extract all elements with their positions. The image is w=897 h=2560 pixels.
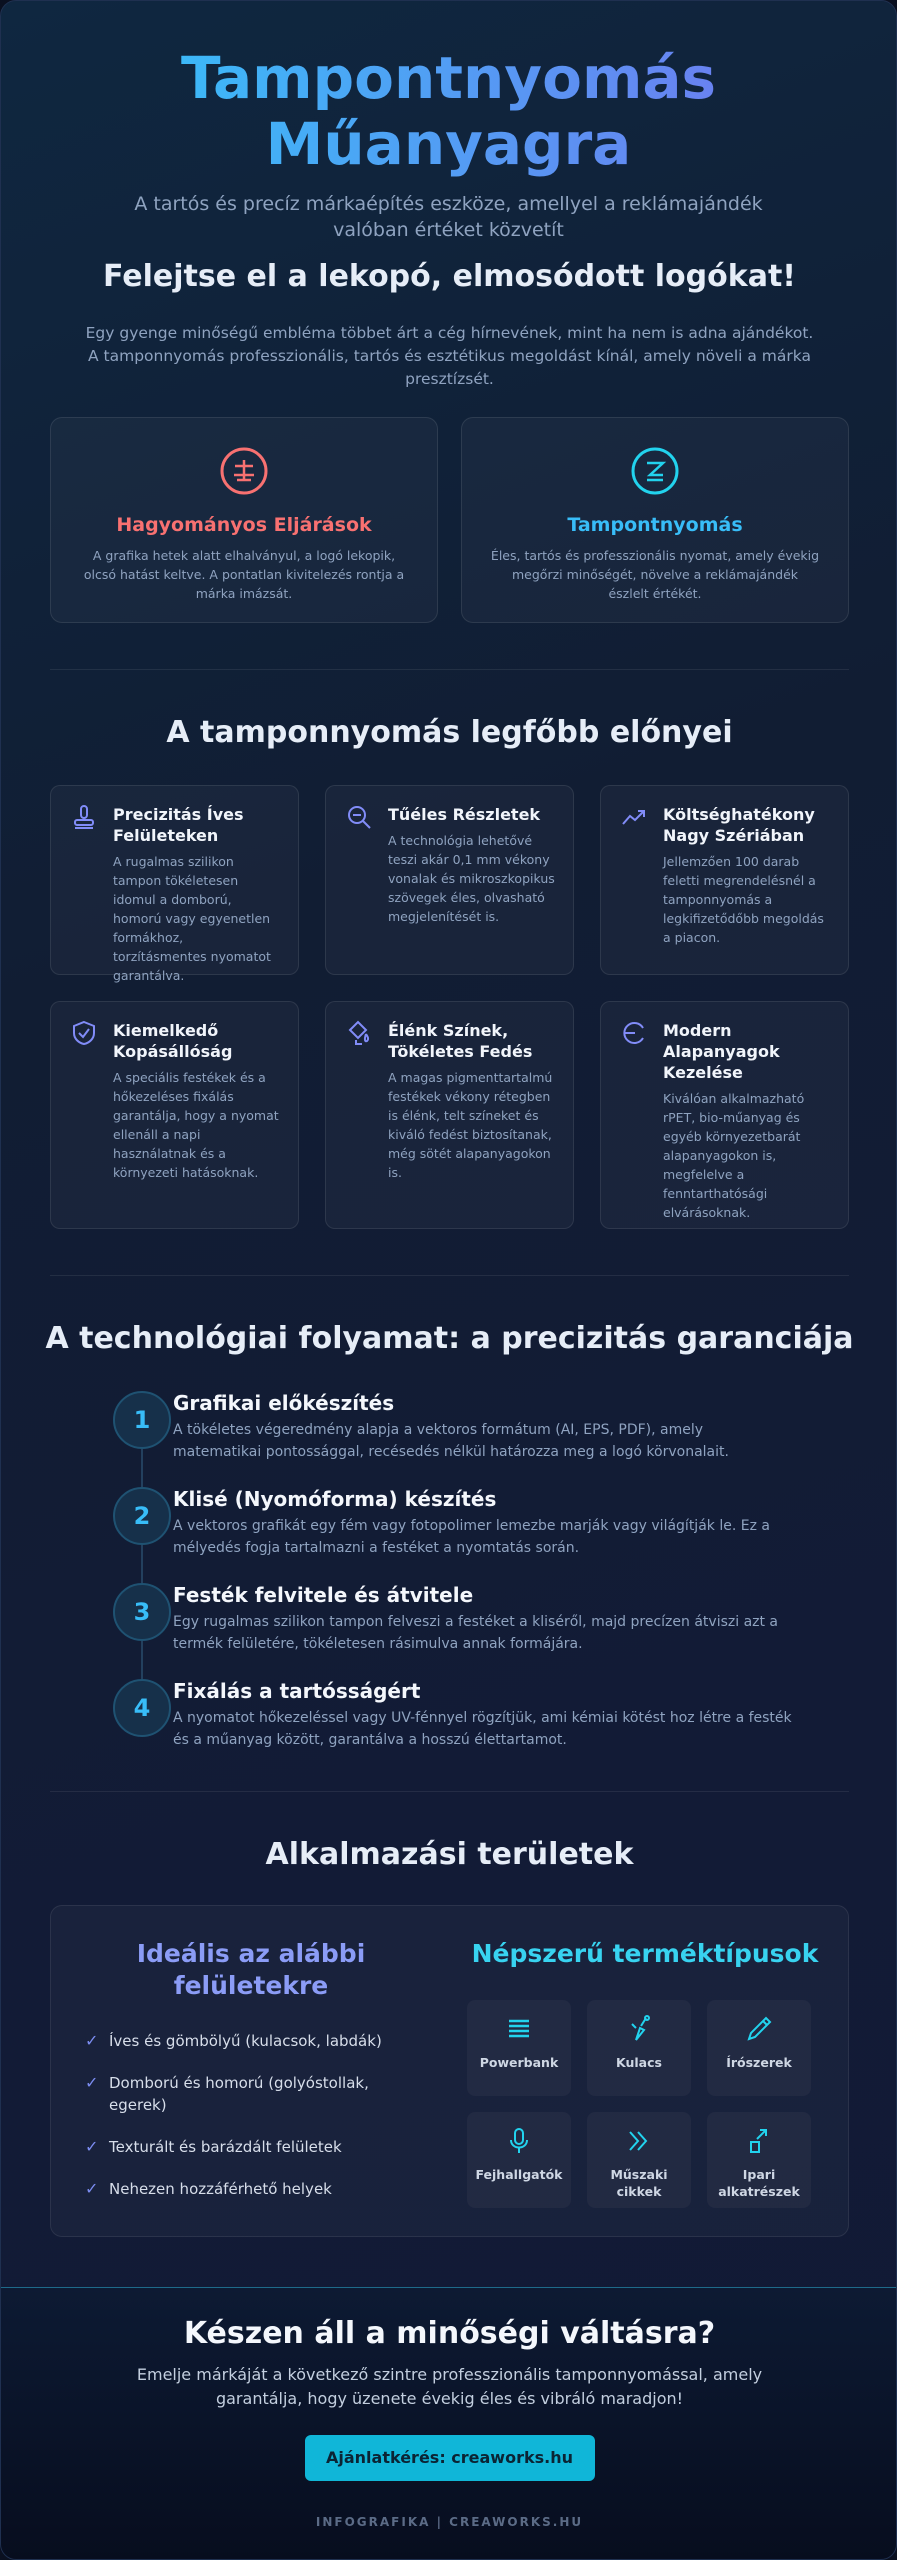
recycle-icon xyxy=(621,1020,647,1046)
product-label: Powerbank xyxy=(479,2055,559,2070)
comparison-cards xyxy=(50,417,849,623)
benefit-title: Precizitás Íves Felületeken xyxy=(113,805,244,845)
benefit-title: Modern Alapanyagok Kezelése xyxy=(663,1021,780,1082)
comparison-card-traditional xyxy=(50,417,438,623)
surface-list xyxy=(81,2030,421,2200)
hero-title: Tampontnyomás Műanyagra xyxy=(129,45,769,177)
benefit-card xyxy=(325,785,574,975)
surfaces-title: Ideális az alábbi felületekre xyxy=(136,1939,366,2000)
process-step xyxy=(113,1583,793,1679)
hero-subtitle: A tartós és precíz márkaépítés eszköze, amellyel a reklámajándék valóban értéket közvetít xyxy=(134,193,763,241)
hero xyxy=(1,1,896,243)
comparison-text-pad-printing: Éles, tartós és professzionális nyomat, amely évekig megőrzi minőségét, növelve a reklámajándék észlelt értékét. xyxy=(490,548,820,601)
comparison-card-pad-printing xyxy=(461,417,849,623)
list-item xyxy=(81,2178,421,2200)
product-tile xyxy=(587,2000,691,2096)
check-icon: ✓ xyxy=(85,2073,99,2092)
stamp-icon xyxy=(71,804,97,830)
product-label: Írószerek xyxy=(726,2055,792,2070)
step-number: 2 xyxy=(113,1487,171,1545)
chevrons-icon xyxy=(624,2126,654,2156)
benefit-text: Kiválóan alkalmazható rPET, bio-műanyag és egyéb környezetbarát alapanyagokon is, megfelelve a fenntarthatósági elvárásoknak. xyxy=(663,1091,805,1220)
intro-section xyxy=(1,259,897,391)
divider xyxy=(50,1275,849,1276)
step-connector xyxy=(141,1449,143,1487)
product-label: Fejhallgatók xyxy=(475,2167,563,2182)
benefits-heading: A tamponnyomás legfőbb előnyei xyxy=(166,715,733,750)
comparison-title-traditional: Hagyományos Eljárások xyxy=(116,514,372,536)
benefit-text: A rugalmas szilikon tampon tökéletesen idomul a domború, homorú vagy egyenetlen formákhoz, torzításmentes nyomatot garantálva. xyxy=(113,854,271,983)
product-tile xyxy=(707,2000,811,2096)
check-icon: ✓ xyxy=(85,2031,99,2050)
benefit-title: Élénk Színek, Tökéletes Fedés xyxy=(388,1021,533,1061)
step-text: A nyomatot hőkezeléssel vagy UV-fénnyel rögzítjük, ami kémiai kötést hoz létre a festék és a műanyag között, garantálva a hosszú élettartamot. xyxy=(173,1710,792,1748)
trend-up-icon xyxy=(621,804,647,830)
product-grid xyxy=(467,2000,825,2208)
benefit-card xyxy=(600,785,849,975)
expand-arrow-icon xyxy=(744,2126,774,2156)
process-steps xyxy=(113,1391,793,1775)
scale-icon xyxy=(219,446,269,496)
battery-lines-icon xyxy=(504,2014,534,2044)
step-number: 4 xyxy=(113,1679,171,1737)
benefit-title: Költséghatékony Nagy Szériában xyxy=(663,805,815,845)
benefit-text: A magas pigmenttartalmú festékek vékony rétegben is élénk, telt színeket és kiváló fedést biztosítanak, még sötét alapanyagokon is. xyxy=(388,1070,553,1180)
bottle-icon xyxy=(624,2014,654,2044)
microphone-icon xyxy=(504,2126,534,2156)
paint-bucket-icon xyxy=(346,1020,372,1046)
product-label: Ipari alkatrészek xyxy=(718,2167,800,2199)
comparison-title-pad-printing: Tampontnyomás xyxy=(567,514,743,536)
cta-text: Emelje márkáját a következő szintre professzionális tamponnyomással, amely garantálja, hogy üzenete évekig éles és vibráló maradjon! xyxy=(136,2365,763,2408)
surfaces-column xyxy=(81,1938,421,2220)
benefit-title: Kiemelkedő Kopásállóság xyxy=(113,1021,233,1061)
benefit-card xyxy=(325,1001,574,1229)
product-tile xyxy=(467,2112,571,2208)
product-tile xyxy=(467,2000,571,2096)
benefit-text: A speciális festékek és a hőkezeléses fixálás garantálja, hogy a nyomat ellenáll a napi használatnak és a környezeti hatásoknak. xyxy=(113,1070,279,1180)
check-icon: ✓ xyxy=(85,2137,99,2156)
surface-label: Domború és homorú (golyóstollak, egerek) xyxy=(109,2074,369,2114)
process-step xyxy=(113,1391,793,1487)
divider xyxy=(50,1791,849,1792)
benefit-text: A technológia lehetővé teszi akár 0,1 mm vékony vonalak és mikroszkopikus szövegek éles, olvasható megjelenítését is. xyxy=(388,833,555,924)
shield-check-icon xyxy=(71,1020,97,1046)
benefit-card xyxy=(600,1001,849,1229)
benefits-grid xyxy=(50,785,849,1229)
product-label: Műszaki cikkek xyxy=(610,2167,668,2199)
pen-icon xyxy=(744,2014,774,2044)
step-connector xyxy=(141,1641,143,1679)
step-title: Klisé (Nyomóforma) készítés xyxy=(173,1487,497,1511)
check-icon: ✓ xyxy=(85,2179,99,2198)
process-step xyxy=(113,1679,793,1775)
list-item xyxy=(81,2030,421,2052)
magnifier-icon xyxy=(346,804,372,830)
process-step xyxy=(113,1487,793,1583)
surface-label: Nehezen hozzáférhető helyek xyxy=(109,2180,332,2198)
step-text: A vektoros grafikát egy fém vagy fotopolimer lemezbe marják vagy világítják le. Ez a mélyedés fogja tartalmazni a festéket a nyomtatás során. xyxy=(173,1518,770,1556)
step-text: Egy rugalmas szilikon tampon felveszi a festéket a kliséről, majd precízen átviszi azt a termék felületére, tökéletesen rásimulva annak formájára. xyxy=(173,1614,779,1652)
step-text: A tökéletes végeredmény alapja a vektoros formátum (AI, EPS, PDF), amely matematikai pontossággal, recésedés nélkül határozza meg a logó körvonalait. xyxy=(173,1422,729,1460)
benefit-title: Tűéles Részletek xyxy=(388,805,541,824)
step-number: 3 xyxy=(113,1583,171,1641)
process-heading: A technológiai folyamat: a precizitás garanciája xyxy=(45,1321,854,1356)
benefit-text: Jellemzően 100 darab feletti megrendelésnél a tamponnyomás a legkifizetődőbb megoldás a piacon. xyxy=(663,854,824,945)
cta-section xyxy=(1,2287,897,2560)
surface-label: Íves és gömbölyű (kulacsok, labdák) xyxy=(109,2032,382,2050)
applications-panel xyxy=(50,1905,849,2237)
benefit-card xyxy=(50,785,299,983)
product-label: Kulacs xyxy=(616,2055,662,2070)
products-title: Népszerű terméktípusok xyxy=(471,1939,819,1968)
applications-heading: Alkalmazási területek xyxy=(265,1837,634,1872)
cta-heading: Készen áll a minőségi váltásra? xyxy=(183,2316,716,2351)
comparison-text-traditional: A grafika hetek alatt elhalványul, a logó lekopik, olcsó hatást keltve. A pontatlan kivitelezés rontja a márka imázsát. xyxy=(83,548,405,601)
list-item xyxy=(81,2136,421,2158)
intro-text: Egy gyenge minőségű embléma többet árt a cég hírnevének, mint ha nem is adna ajándékot. A tamponnyomás professzionális, tartós és esztétikus megoldást kínál, amely növeli a márka presztízsét. xyxy=(85,324,814,388)
step-title: Fixálás a tartósságért xyxy=(173,1679,421,1703)
scale-check-icon xyxy=(630,446,680,496)
surface-label: Texturált és barázdált felületek xyxy=(109,2138,342,2156)
product-tile xyxy=(707,2112,811,2208)
product-tile xyxy=(587,2112,691,2208)
step-connector xyxy=(141,1545,143,1583)
step-number: 1 xyxy=(113,1391,171,1449)
footer-text: INFOGRAFIKA | CREAWORKS.HU xyxy=(315,2515,584,2529)
step-title: Festék felvitele és átvitele xyxy=(173,1583,474,1607)
step-title: Grafikai előkészítés xyxy=(173,1391,395,1415)
benefit-card xyxy=(50,1001,299,1229)
intro-heading: Felejtse el a lekopó, elmosódott logókat! xyxy=(103,259,796,294)
quote-request-button[interactable]: Ajánlatkérés: creaworks.hu xyxy=(305,2435,595,2481)
divider xyxy=(50,669,849,670)
list-item xyxy=(81,2072,421,2116)
products-column xyxy=(465,1938,825,2208)
